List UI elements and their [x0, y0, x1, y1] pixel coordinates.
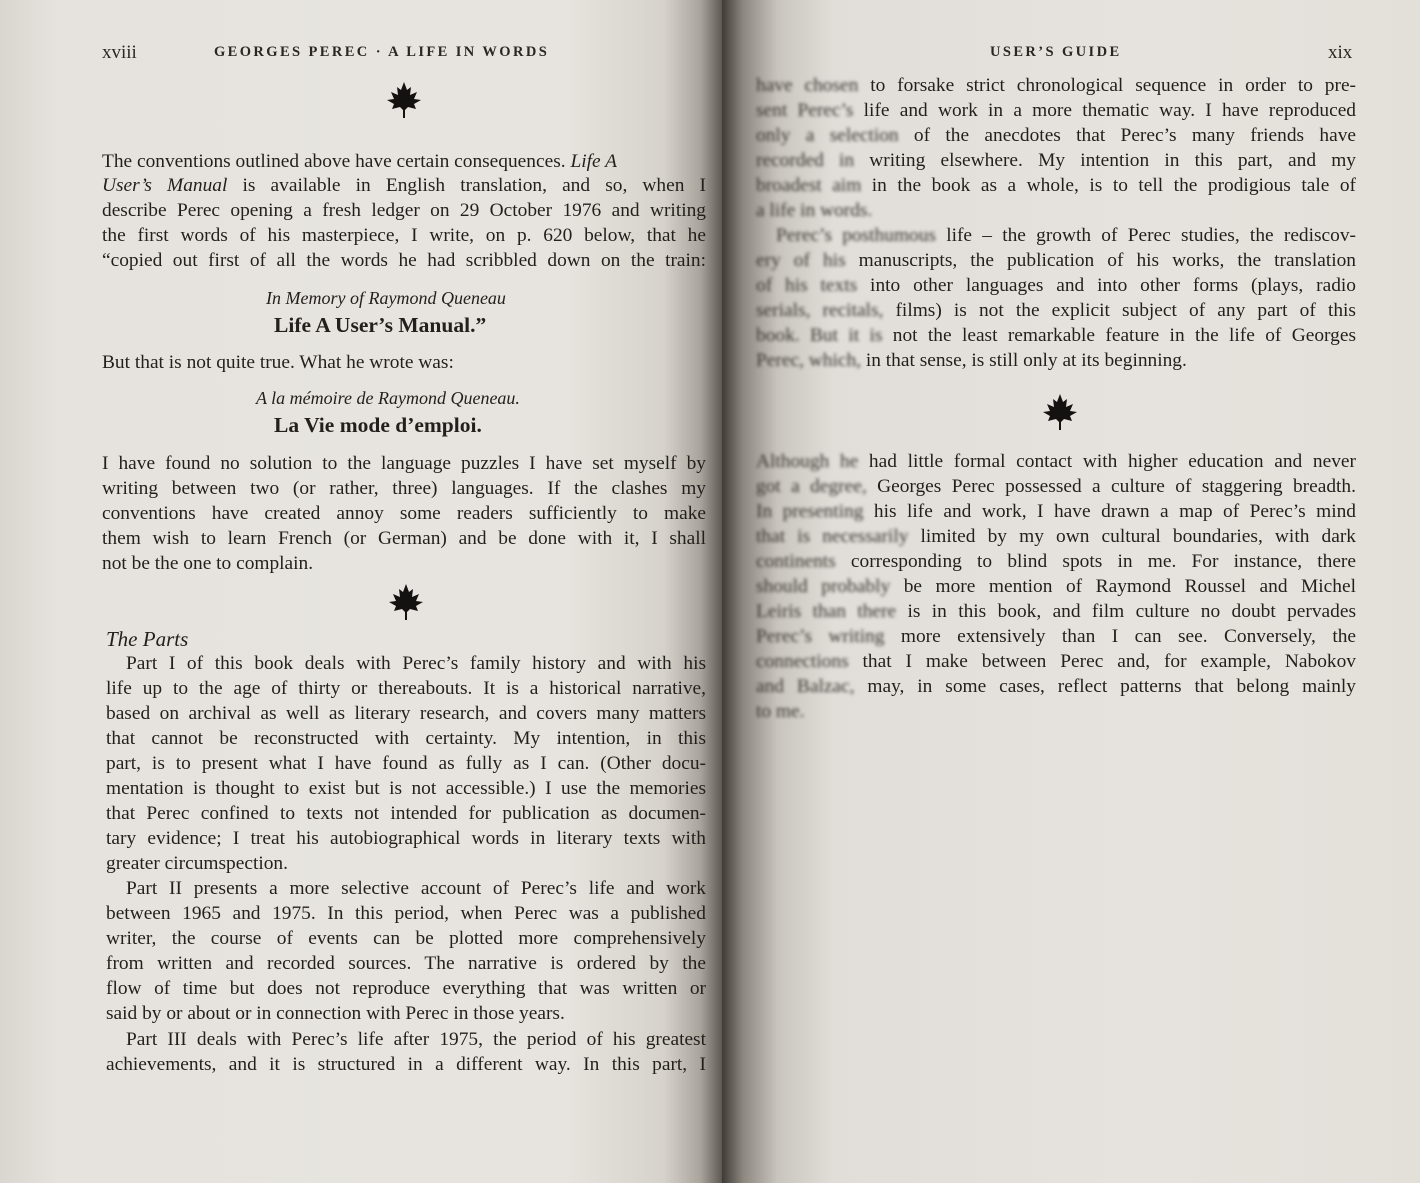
gutter-blurred-text: should probably [756, 576, 891, 597]
text-line [756, 349, 1356, 373]
text-line: them wish to learn French (or German) and be done with it, I shall [102, 528, 706, 549]
text-line: tary evidence; I treat his autobiographical words in literary texts with [106, 828, 706, 849]
gutter-blurred-text: book. But it is [756, 325, 883, 346]
gutter-blurred-text: Although he [756, 451, 859, 472]
text-segment: may, in some cases, reflect patterns that belong mainly [854, 676, 1356, 697]
text-segment: corresponding to blind spots in me. For instance, there [835, 551, 1356, 572]
text-line [756, 450, 1356, 474]
text-segment: into other languages and into other forms (plays, radio [857, 275, 1356, 296]
text-segment: in that sense, is still only at its beginning. [861, 350, 1187, 371]
text-segment: his life and work, I have drawn a map of Perec’s mind [863, 501, 1356, 522]
gutter-blurred-text: ery of his [756, 250, 846, 271]
gutter-blurred-text: of his texts [756, 275, 858, 296]
gutter-blurred-text: that is necessarily [756, 526, 909, 547]
text-line [756, 700, 1356, 724]
text-line [776, 224, 1356, 248]
gutter-blurred-text: Perec’s posthumous [776, 225, 936, 246]
text-line: flow of time but does not reproduce everything that was written or [106, 978, 706, 999]
text-line [756, 525, 1356, 549]
text-line [756, 174, 1356, 198]
gutter-blurred-text: Perec, which, [756, 350, 861, 371]
text-line [756, 475, 1356, 499]
text-segment: had little formal contact with higher education and never [858, 451, 1356, 472]
text-line [756, 550, 1356, 574]
gutter-blurred-text: have chosen [756, 75, 859, 96]
text-segment: Georges Perec possessed a culture of staggering breadth. [866, 476, 1356, 497]
text-line [756, 675, 1356, 699]
text-line: from written and recorded sources. The narrative is ordered by the [106, 953, 706, 974]
text-line: achievements, and it is structured in a different way. In this part, I [106, 1054, 706, 1075]
text-line [756, 299, 1356, 323]
text-line: life up to the age of thirty or thereabouts. It is a historical narrative, [106, 678, 706, 699]
gutter-blurred-text: In presenting [756, 501, 864, 522]
text-line: that Perec confined to texts not intended for publication as documen- [106, 803, 706, 824]
text-line: Part II presents a more selective account of Perec’s life and work [126, 878, 706, 899]
section-heading: The Parts [106, 627, 189, 651]
text-line: not be the one to complain. [102, 553, 314, 574]
text-line [756, 149, 1356, 173]
text-segment: that I make between Perec and, for example, Nabokov [848, 651, 1356, 672]
quote-title-en: Life A User’s Manual.” [274, 313, 487, 337]
right-folio: xix [1328, 42, 1353, 63]
text-segment: not the least remarkable feature in the life of Georges [882, 325, 1356, 346]
text-line: part, is to present what I have found as fully as I can. (Other docu- [106, 753, 706, 774]
text-line [756, 249, 1356, 273]
gutter-blurred-text: connections [756, 651, 849, 672]
italic-title: Life A [570, 151, 617, 172]
text-line [756, 199, 1356, 223]
text-line: between 1965 and 1975. In this period, when Perec was a published [106, 903, 706, 924]
maple-leaf-ornament-icon [1040, 392, 1080, 432]
text-line [756, 74, 1356, 98]
text-line: Part I of this book deals with Perec’s family history and with his [126, 653, 706, 674]
text-line: mentation is thought to exist but is not accessible.) I use the memories [106, 778, 706, 799]
left-running-head: GEORGES PEREC · A LIFE IN WORDS [214, 44, 550, 60]
text-segment: films) is not the explicit subject of any part of this [883, 300, 1356, 321]
text-segment: is in this book, and film culture no doubt pervades [896, 601, 1356, 622]
text-segment: manuscripts, the publication of his works, the translation [845, 250, 1356, 271]
text-line [756, 500, 1356, 524]
gutter-blurred-text: serials, recitals, [756, 300, 884, 321]
gutter-blurred-text: continents [756, 551, 836, 572]
text-segment: life and work in a more thematic way. I have reproduced [853, 100, 1357, 121]
text-line [756, 324, 1356, 348]
text-segment: be more mention of Raymond Roussel and Michel [890, 576, 1356, 597]
text-line: greater circumspection. [106, 853, 288, 874]
quote-title-fr: La Vie mode d’emploi. [274, 413, 482, 437]
gutter-blurred-text: only a selection [756, 125, 899, 146]
text-line: “copied out first of all the words he had scribbled down on the train: [102, 250, 706, 271]
text-segment: life – the growth of Perec studies, the rediscov- [935, 225, 1357, 246]
text-line [756, 600, 1356, 624]
quote-dedication-fr: A la mémoire de Raymond Queneau. [256, 388, 520, 408]
text-line: writer, the course of events can be plotted more comprehensively [106, 928, 706, 949]
gutter-blurred-text: got a degree, [756, 476, 867, 497]
text-line: writing between two (or rather, three) languages. If the clashes my [102, 478, 706, 499]
text-line: But that is not quite true. What he wrote was: [102, 352, 454, 373]
text-segment: writing elsewhere. My intention in this part, and my [854, 150, 1356, 171]
text-segment: of the anecdotes that Perec’s many friends have [898, 125, 1356, 146]
gutter-blurred-text: Perec’s writing [756, 626, 885, 647]
text-segment: more extensively than I can see. Conversely, the [884, 626, 1357, 647]
gutter-blurred-text: broadest aim [756, 175, 862, 196]
text-line [756, 575, 1356, 599]
gutter-blurred-text: and Balzac, [756, 676, 855, 697]
gutter-blurred-text: to me. [756, 701, 805, 722]
text-line [756, 124, 1356, 148]
text-segment: in the book as a whole, is to tell the prodigious tale of [861, 175, 1356, 196]
text-line: said by or about or in connection with Perec in those years. [106, 1003, 565, 1024]
text-segment: limited by my own cultural boundaries, with dark [908, 526, 1356, 547]
text-line: conventions have created annoy some readers sufficiently to make [102, 503, 706, 524]
text-line: based on archival as well as literary research, and covers many matters [106, 703, 706, 724]
gutter-blurred-text: a life in words. [756, 200, 873, 221]
text-line: Part III deals with Perec’s life after 1975, the period of his greatest [126, 1029, 706, 1050]
right-running-head: USER’S GUIDE [990, 44, 1122, 60]
gutter-blurred-text: recorded in [756, 150, 855, 171]
text-segment: to forsake strict chronological sequence in order to pre- [858, 75, 1357, 96]
quote-dedication-en: In Memory of Raymond Queneau [266, 288, 506, 308]
text-line [756, 99, 1356, 123]
text-line: describe Perec opening a fresh ledger on 29 October 1976 and writing [102, 200, 706, 221]
left-folio: xviii [102, 42, 137, 63]
text-line: I have found no solution to the language puzzles I have set myself by [102, 453, 706, 474]
text-line: the first words of his masterpiece, I write, on p. 620 below, that he [102, 225, 706, 246]
gutter-blurred-text: Leiris than there [756, 601, 897, 622]
text-line: The conventions outlined above have certain consequences. [102, 151, 566, 172]
text-line [756, 625, 1356, 649]
text-line [756, 650, 1356, 674]
maple-leaf-ornament-icon [384, 80, 424, 120]
text-line [756, 274, 1356, 298]
right-page [722, 0, 1420, 1183]
text-line: User’s Manual is available in English translation, and so, when I [102, 175, 706, 196]
gutter-blurred-text: sent Perec’s [756, 100, 854, 121]
text-line: that cannot be reconstructed with certainty. My intention, in this [106, 728, 706, 749]
maple-leaf-ornament-icon [386, 582, 426, 622]
